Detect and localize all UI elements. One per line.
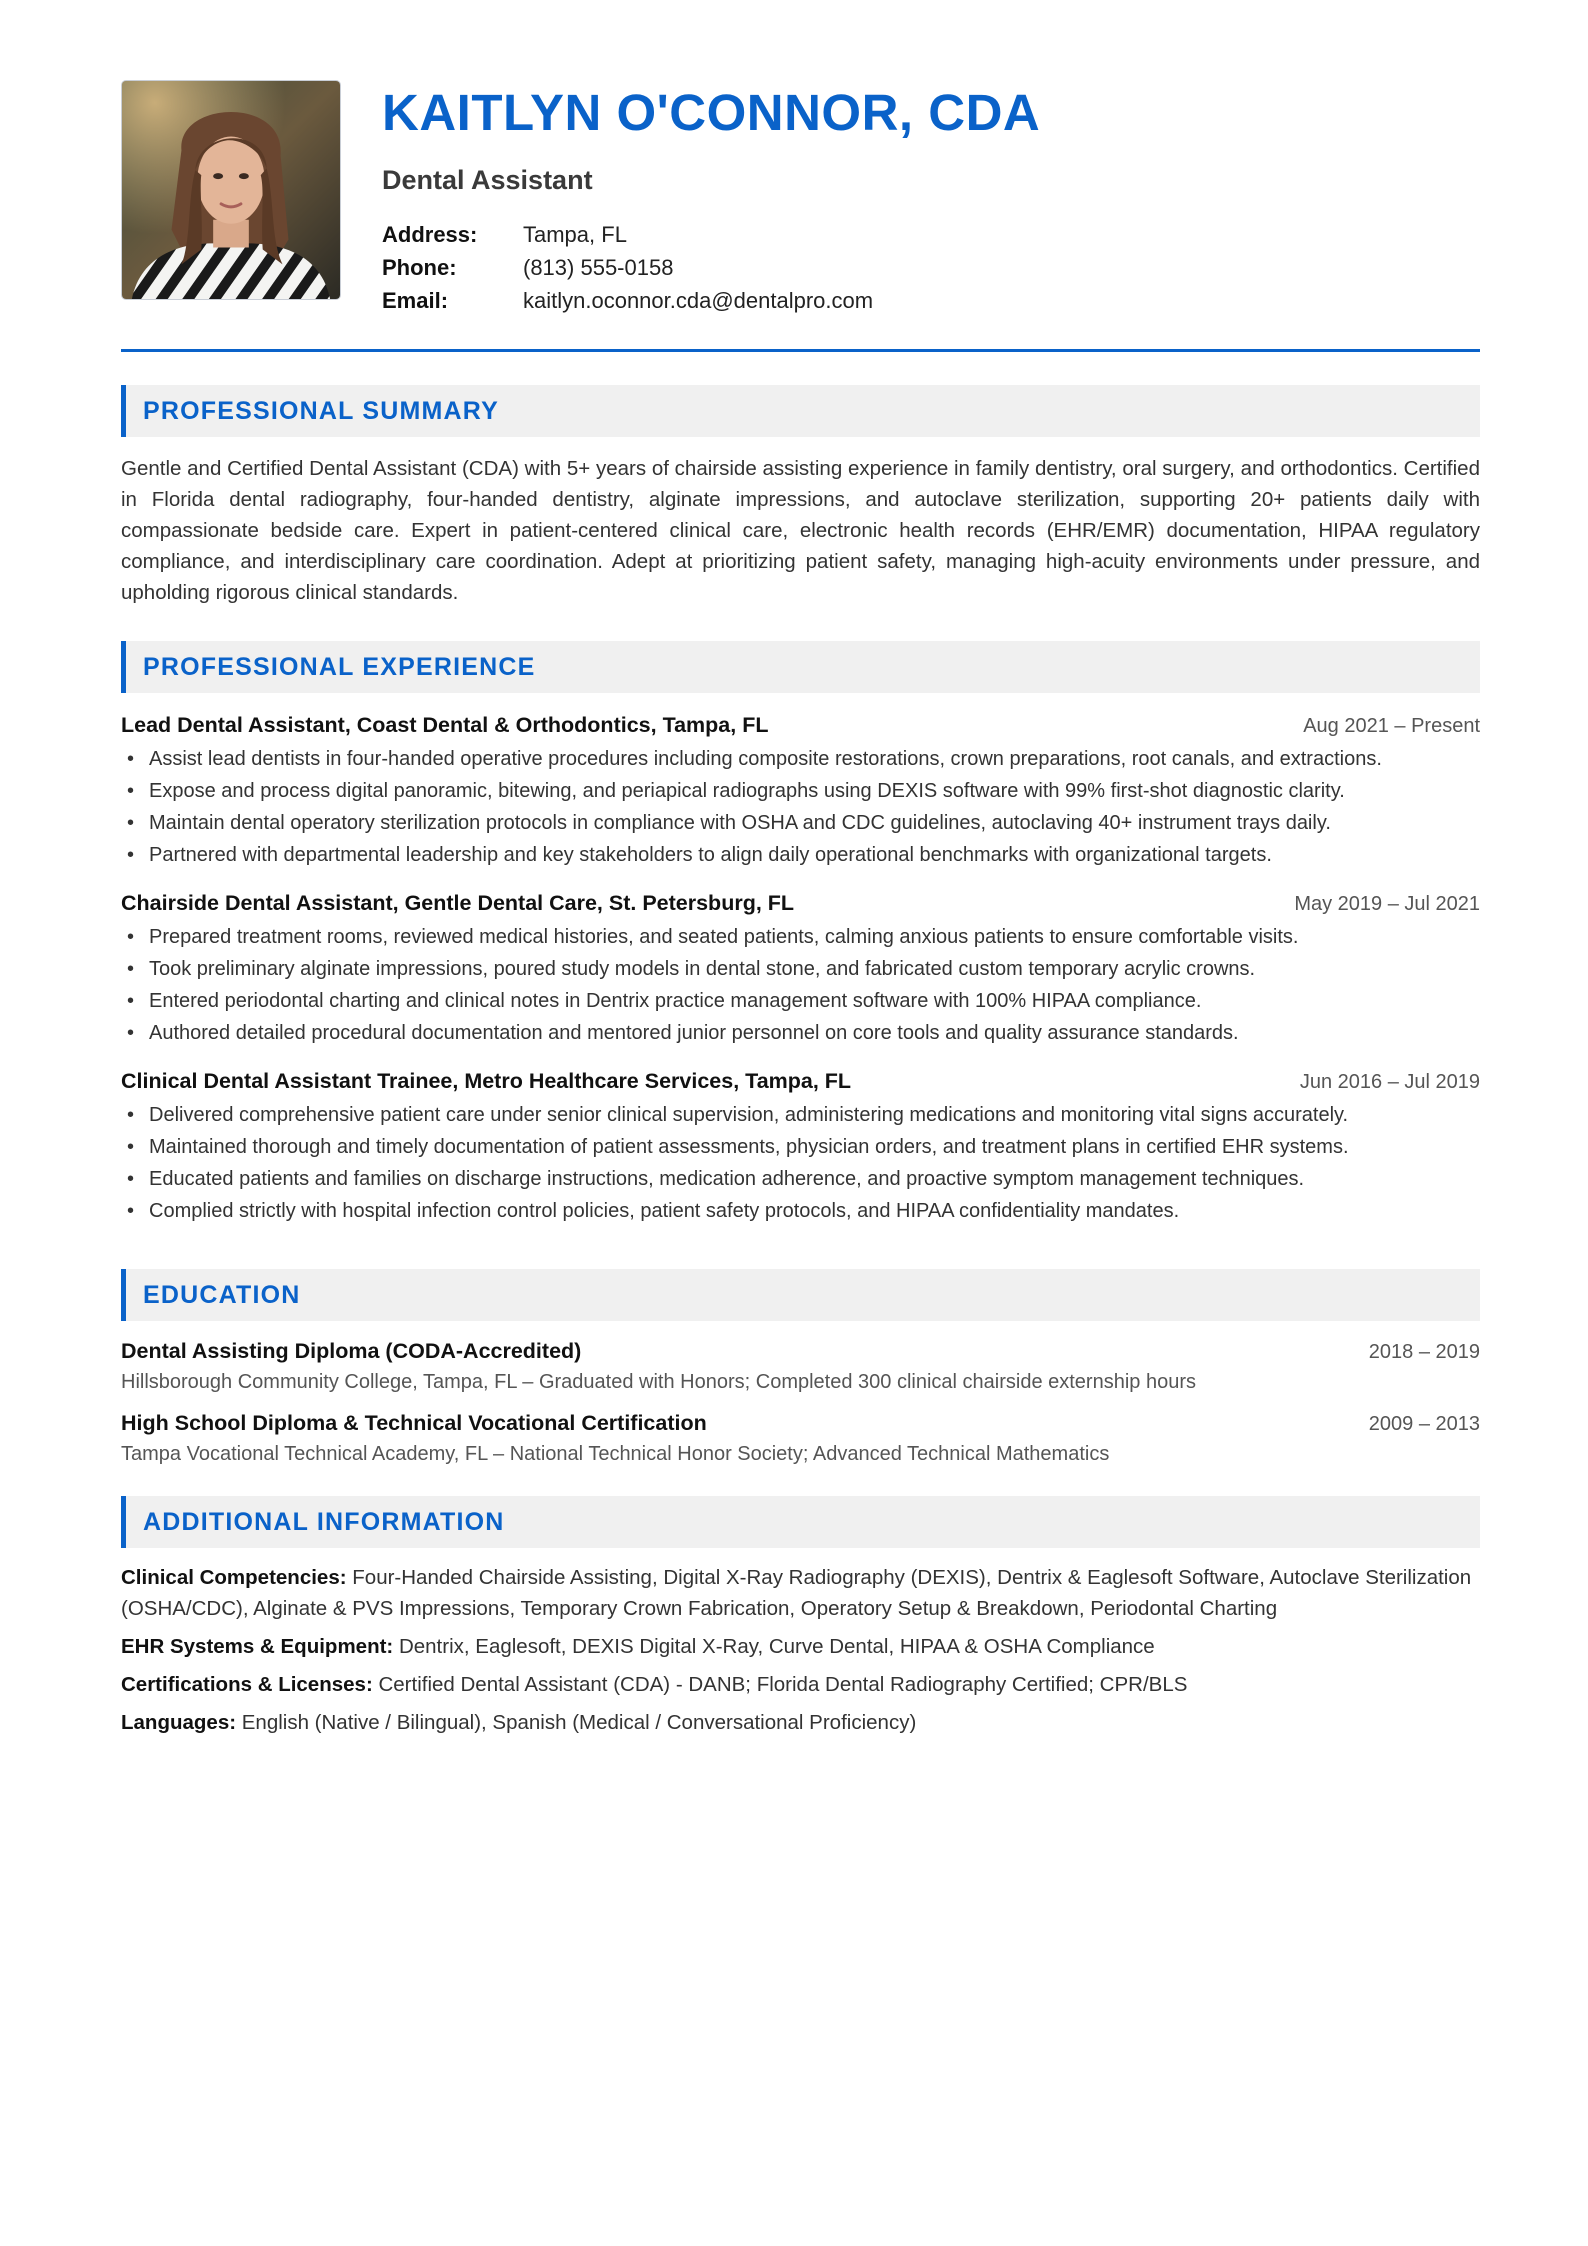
- candidate-role: Dental Assistant: [382, 165, 593, 195]
- degree-title: Dental Assisting Diploma (CODA-Accredited): [121, 1339, 582, 1363]
- section-title: EDUCATION: [143, 1280, 301, 1309]
- education-details: Hillsborough Community College, Tampa, FL – Graduated with Honors; Completed 300 clinical chairside externship hours: [121, 1371, 1196, 1393]
- job-date: Jun 2016 – Jul 2019: [1299, 1071, 1480, 1093]
- candidate-name: KAITLYN O'CONNOR, CDA: [382, 84, 1041, 141]
- bullet-item: • Assist lead dentists in four-handed operative procedures including composite restorations, crown preparations, root canals, and extractions.: [121, 743, 1480, 775]
- contact-label: Phone:: [382, 255, 457, 280]
- resume-header: [121, 80, 1480, 317]
- section-header-experience: [121, 641, 1480, 693]
- contact-address: [382, 218, 1040, 251]
- additional-text: Four-Handed Chairside Assisting, Digital X-Ray Radiography (DEXIS), Dentrix & Eaglesoft Software, Autoclave Sterilization (OSHA/CDC), Alginate & PVS Impressions, Temporary Crown Fabrication, Operatory Setup & Breakdown, Periodontal Charting: [121, 1566, 1472, 1620]
- email-link[interactable]: kaitlyn.oconnor.cda@dentalpro.com: [523, 288, 874, 313]
- additional-item: [121, 1669, 1480, 1700]
- additional-item: [121, 1562, 1480, 1624]
- job-bullets: [121, 1099, 1480, 1227]
- job-header: [121, 887, 1480, 919]
- job-date: Aug 2021 – Present: [1303, 715, 1480, 737]
- contact-value: (813) 555-0158: [523, 255, 674, 280]
- contact-email: [382, 284, 1040, 317]
- additional-item: [121, 1631, 1480, 1662]
- job-header: [121, 1065, 1480, 1097]
- additional-label: Clinical Competencies:: [121, 1566, 347, 1589]
- job-title: Chairside Dental Assistant, Gentle Dental Care, St. Petersburg, FL: [121, 891, 795, 915]
- bullet-item: • Delivered comprehensive patient care under senior clinical supervision, administering medications and monitoring vital signs accurately.: [121, 1099, 1480, 1131]
- bullet-item: • Took preliminary alginate impressions, poured study models in dental stone, and fabricated custom temporary acrylic crowns.: [121, 953, 1480, 985]
- education-date: 2018 – 2019: [1368, 1341, 1480, 1363]
- job-title: Clinical Dental Assistant Trainee, Metro Healthcare Services, Tampa, FL: [121, 1069, 852, 1093]
- bullet-item: • Expose and process digital panoramic, bitewing, and periapical radiographs using DEXIS software with 99% first-shot diagnostic clarity.: [121, 775, 1480, 807]
- contact-value: Tampa, FL: [523, 222, 627, 247]
- summary-text: Gentle and Certified Dental Assistant (CDA) with 5+ years of chairside assisting experience in family dentistry, oral surgery, and orthodontics. Certified in Florida dental radiography, four-handed dentistry, alginate impressions, and autoclave sterilization, supporting 20+ patients daily with compassionate bedside care. Expert in patient-centered clinical care, electronic health records (EHR/EMR) documentation, HIPAA regulatory compliance, and interdisciplinary care coordination. Adept at prioritizing patient safety, managing high-acuity environments under pressure, and upholding rigorous clinical standards.: [121, 457, 1480, 604]
- education-header: [121, 1407, 1480, 1439]
- contact-phone: [382, 251, 1040, 284]
- education-entry: [121, 1407, 1480, 1469]
- section-title: PROFESSIONAL SUMMARY: [143, 396, 499, 425]
- additional-text: Certified Dental Assistant (CDA) - DANB; Florida Dental Radiography Certified; CPR/BLS: [378, 1673, 1188, 1696]
- section-header-education: [121, 1269, 1480, 1321]
- job-bullets: [121, 743, 1480, 871]
- bullet-item: • Authored detailed procedural documentation and mentored junior personnel on core tools and quality assurance standards.: [121, 1017, 1480, 1049]
- additional-text: English (Native / Bilingual), Spanish (Medical / Conversational Proficiency): [241, 1711, 917, 1734]
- additional-label: Certifications & Licenses:: [121, 1673, 373, 1696]
- bullet-item: • Maintained thorough and timely documentation of patient assessments, physician orders, and treatment plans in certified EHR systems.: [121, 1131, 1480, 1163]
- header-info: [382, 80, 1040, 317]
- header-divider: [121, 349, 1480, 352]
- additional-label: EHR Systems & Equipment:: [121, 1635, 394, 1658]
- additional-text: Dentrix, Eaglesoft, DEXIS Digital X-Ray, Curve Dental, HIPAA & OSHA Compliance: [398, 1635, 1155, 1658]
- job-date: May 2019 – Jul 2021: [1294, 893, 1480, 915]
- bullet-item: • Entered periodontal charting and clinical notes in Dentrix practice management software with 100% HIPAA compliance.: [121, 985, 1480, 1017]
- bullet-item: • Educated patients and families on discharge instructions, medication adherence, and proactive symptom management techniques.: [121, 1163, 1480, 1195]
- contact-label: Address:: [382, 222, 478, 247]
- job-title: Lead Dental Assistant, Coast Dental & Orthodontics, Tampa, FL: [121, 713, 769, 737]
- job-entry: [121, 1065, 1480, 1227]
- job-bullets: [121, 921, 1480, 1049]
- job-entry: [121, 887, 1480, 1049]
- section-title: PROFESSIONAL EXPERIENCE: [143, 652, 536, 681]
- bullet-item: • Partnered with departmental leadership and key stakeholders to align daily operational benchmarks with organizational targets.: [121, 839, 1480, 871]
- section-header-additional: [121, 1496, 1480, 1548]
- section-title: ADDITIONAL INFORMATION: [143, 1507, 505, 1536]
- degree-title: High School Diploma & Technical Vocational Certification: [121, 1411, 707, 1435]
- additional-item: [121, 1707, 1480, 1738]
- contact-list: [382, 218, 1040, 317]
- bullet-item: • Prepared treatment rooms, reviewed medical histories, and seated patients, calming anxious patients to ensure comfortable visits.: [121, 921, 1480, 953]
- education-details: Tampa Vocational Technical Academy, FL – National Technical Honor Society; Advanced Technical Mathematics: [121, 1443, 1110, 1465]
- job-header: [121, 709, 1480, 741]
- bullet-item: • Complied strictly with hospital infection control policies, patient safety protocols, and HIPAA confidentiality mandates.: [121, 1195, 1480, 1227]
- bullet-item: • Maintain dental operatory sterilization protocols in compliance with OSHA and CDC guidelines, autoclaving 40+ instrument trays daily.: [121, 807, 1480, 839]
- education-entry: [121, 1335, 1480, 1397]
- education-date: 2009 – 2013: [1368, 1413, 1480, 1435]
- section-header-summary: [121, 385, 1480, 437]
- job-entry: [121, 709, 1480, 871]
- additional-label: Languages:: [121, 1711, 237, 1734]
- education-header: [121, 1335, 1480, 1367]
- additional-info: [121, 1562, 1480, 1738]
- profile-photo: [121, 80, 341, 300]
- contact-label: Email:: [382, 288, 449, 313]
